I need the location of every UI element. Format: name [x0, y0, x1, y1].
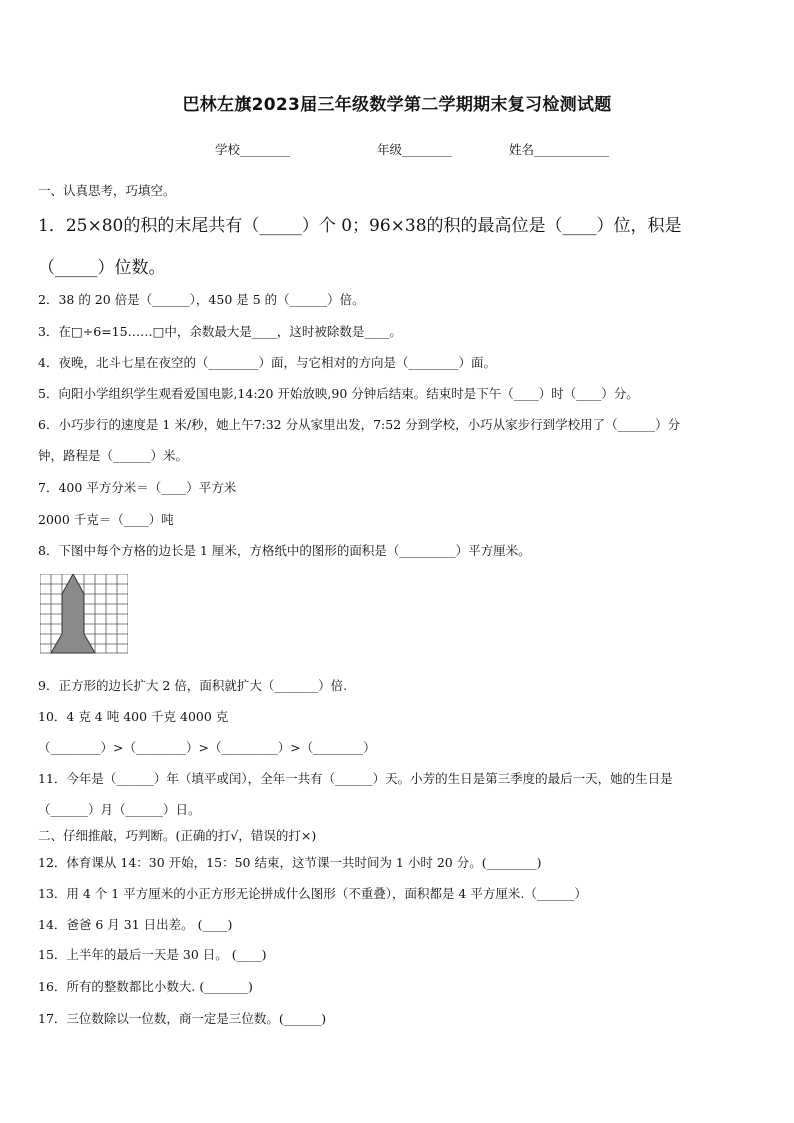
question-14: 14．爸爸 6 月 31 日出差。 (____)	[38, 917, 233, 932]
question-6-line-1: 6．小巧步行的速度是 1 米/秒，她上午7:32 分从家里出发，7:52 分到学校，小巧从家步行到学校用了（______）分	[38, 417, 681, 432]
question-15: 15．上半年的最后一天是 30 日。 (____)	[38, 947, 267, 962]
question-16: 16．所有的整数都比小数大. (_______)	[38, 979, 253, 994]
question-6-line-2: 钟，路程是（______）米。	[38, 448, 189, 463]
page-title: 巴林左旗2023届三年级数学第二学期期末复习检测试题	[182, 95, 612, 115]
question-9: 9．正方形的边长扩大 2 倍，面积就扩大（_______）倍.	[38, 678, 348, 693]
name-field: 姓名____________	[509, 142, 610, 157]
question-11-line-2: （______）月（______）日。	[38, 802, 201, 817]
question-4: 4．夜晚，北斗七星在夜空的（________）面，与它相对的方向是（________）面。	[38, 355, 496, 370]
section-heading-judge: 二、仔细推敲，巧判断。(正确的打√，错误的打×)	[38, 828, 317, 843]
question-11-line-1: 11．今年是（______）年（填平或闰），全年一共有（______）天。小芳的生日是第三季度的最后一天，她的生日是	[38, 771, 673, 786]
section-heading-fill-in: 一、认真思考，巧填空。	[38, 183, 176, 198]
question-17: 17．三位数除以一位数，商一定是三位数。(______)	[38, 1011, 327, 1026]
question-7-line-2: 2000 千克＝（____）吨	[38, 512, 174, 527]
question-1-line-1: 1．25×80的积的末尾共有（_____）个 0；96×38的积的最高位是（____）位，积是	[38, 216, 682, 236]
question-10-line-1: 10．4 克 4 吨 400 千克 4000 克	[38, 709, 229, 724]
question-8: 8．下图中每个方格的边长是 1 厘米，方格纸中的图形的面积是（_________）平方厘米。	[38, 543, 531, 558]
grade-field: 年级________	[377, 142, 453, 157]
question-2: 2．38 的 20 倍是（______），450 是 5 的（______）倍。	[38, 292, 365, 307]
grid-figure	[40, 574, 128, 654]
question-10-line-2: （________）>（________）>（_________）>（________）	[38, 740, 376, 755]
question-12: 12．体育课从 14：30 开始，15：50 结束，这节课一共时间为 1 小时 20 分。(________)	[38, 855, 542, 870]
question-1-line-2: （_____）位数。	[38, 258, 166, 278]
question-3: 3．在□÷6=15……□中，余数最大是____，这时被除数是____。	[38, 324, 402, 339]
school-field: 学校________	[215, 142, 291, 157]
question-13: 13．用 4 个 1 平方厘米的小正方形无论拼成什么图形（不重叠），面积都是 4 平方厘米.（______）	[38, 886, 587, 901]
rocket-shape	[51, 574, 95, 653]
question-5: 5．向阳小学组织学生观看爱国电影,14:20 开始放映,90 分钟后结束。结束时是下午（____）时（____）分。	[38, 386, 639, 401]
question-7-line-1: 7．400 平方分米＝（____）平方米	[38, 480, 237, 495]
